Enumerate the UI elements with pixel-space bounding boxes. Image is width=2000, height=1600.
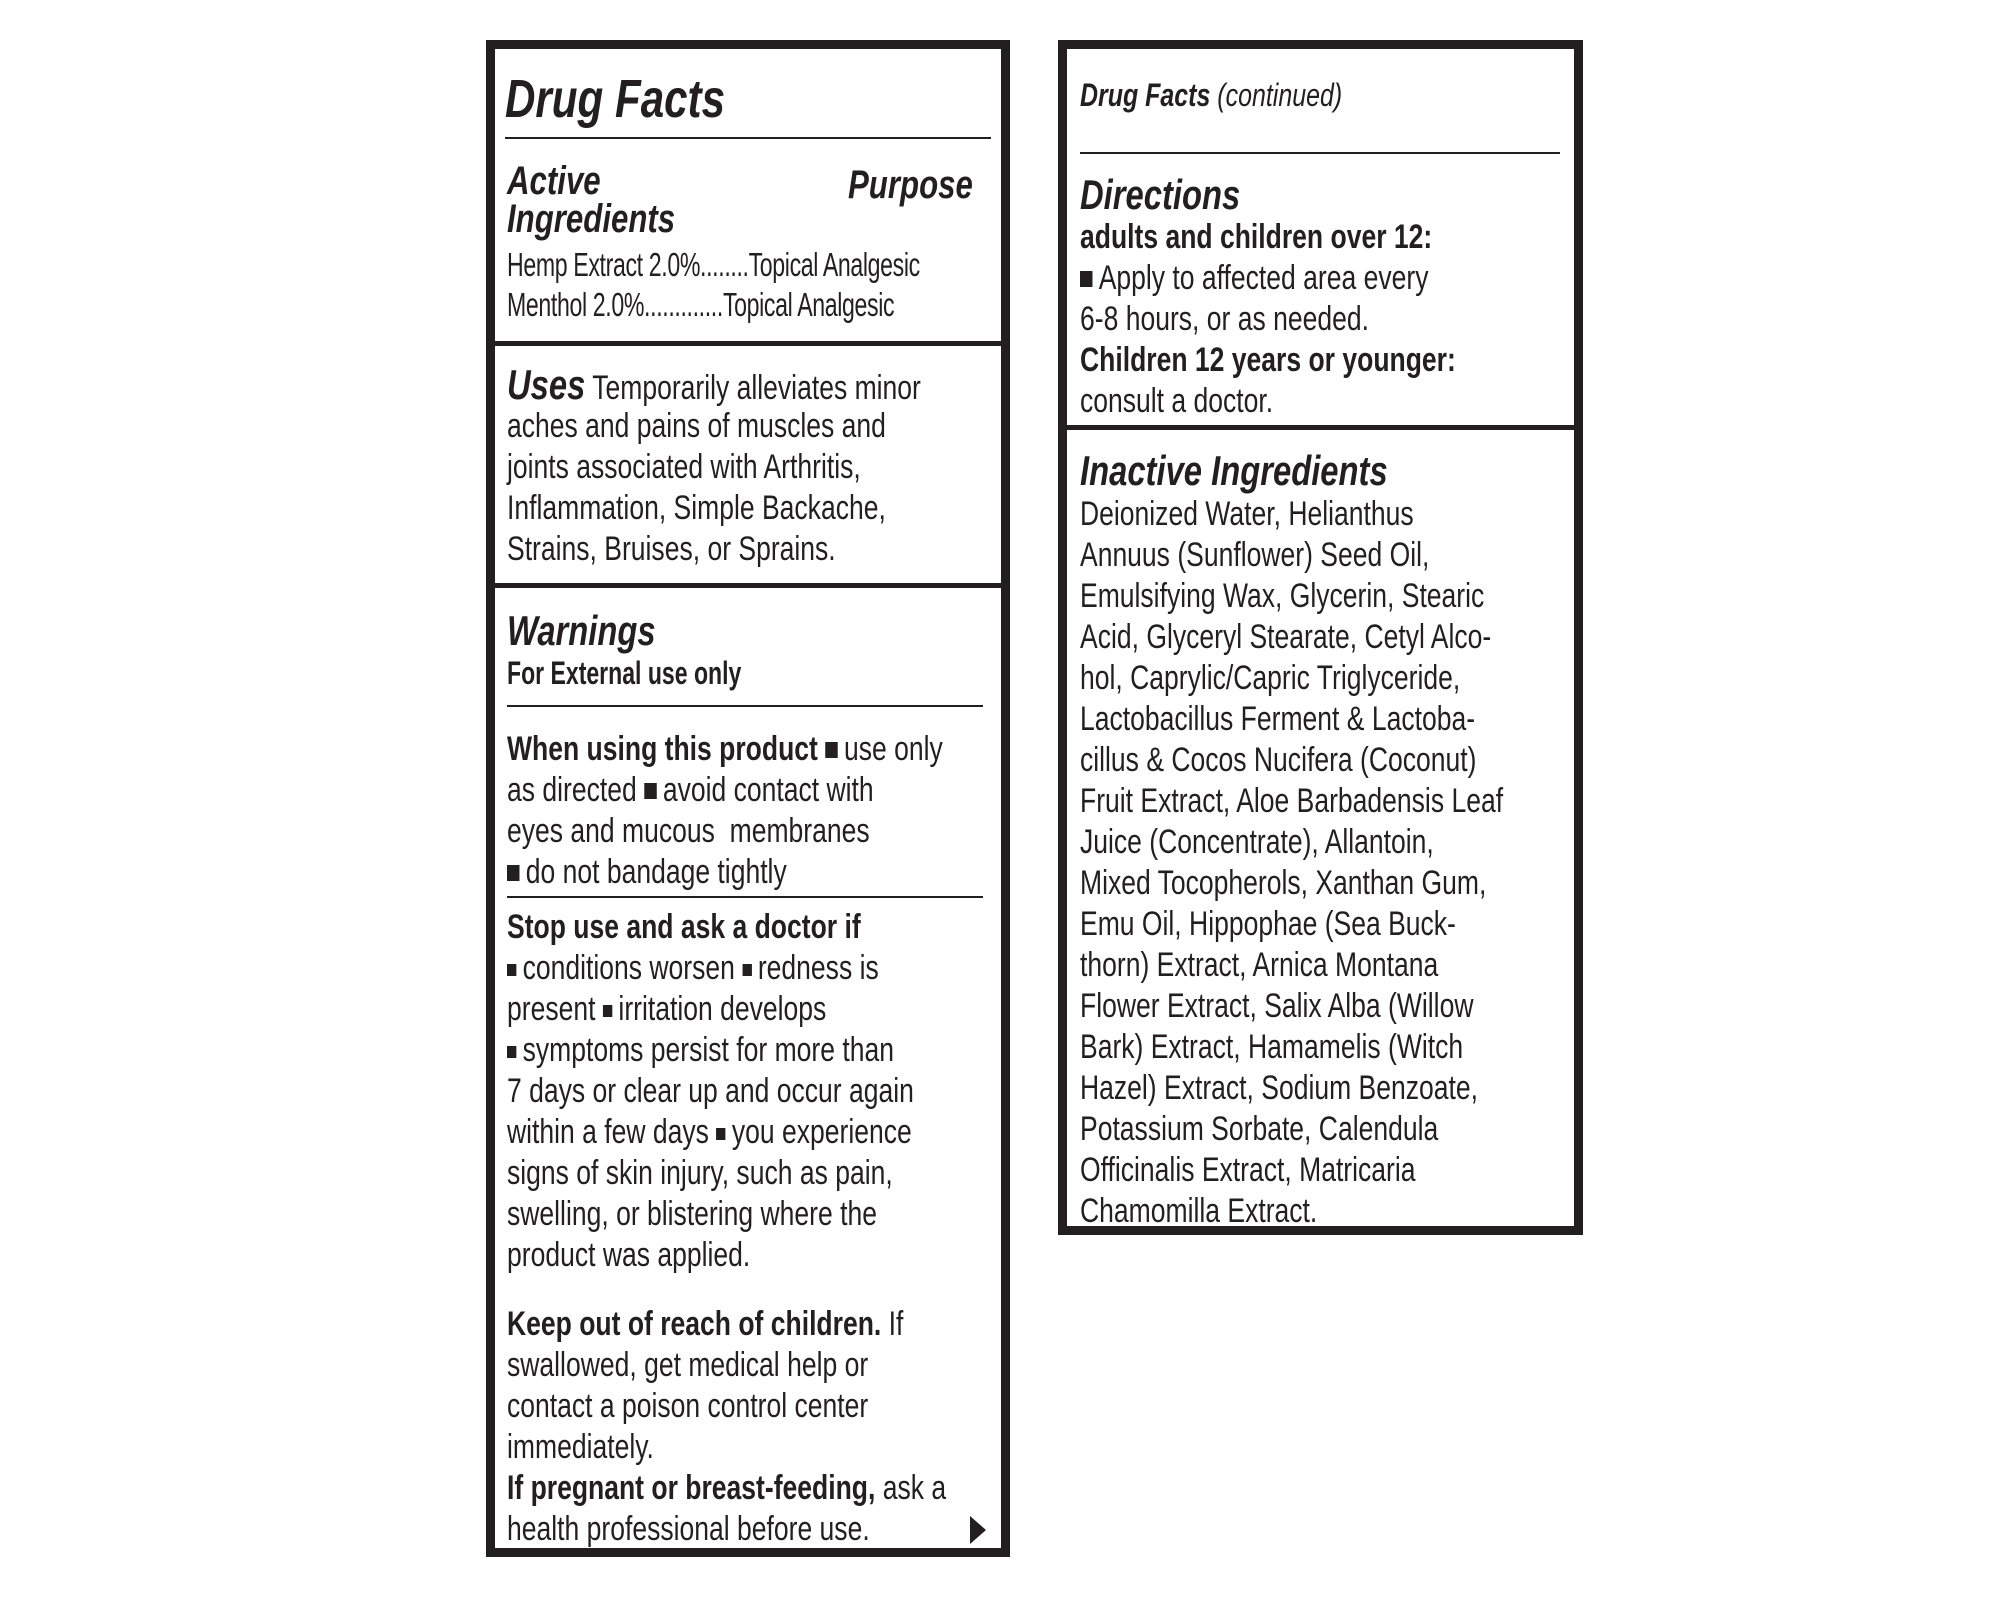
stop-use-label: Stop use and ask a doctor if	[507, 908, 861, 946]
directions-line: 6-8 hours, or as needed.	[1080, 300, 1369, 338]
stop-use-line	[507, 989, 826, 1029]
bullet-square-icon	[603, 1005, 612, 1017]
inactive-ingredients-line: Deionized Water, Helianthus	[1080, 495, 1414, 533]
continued-title-rest: (continued)	[1217, 77, 1343, 113]
inactive-ingredients-line: Fruit Extract, Aloe Barbadensis Leaf	[1080, 782, 1504, 820]
ingredient-leader-dots: .............	[644, 286, 723, 323]
stop-use-line: signs of skin injury, such as pain,	[507, 1154, 893, 1192]
ingredient-purpose: Topical Analgesic	[722, 286, 895, 323]
stop-use-text: symptoms persist for more than	[522, 1031, 895, 1069]
inactive-ingredients-line: Acid, Glyceryl Stearate, Cetyl Alco-	[1080, 618, 1492, 656]
keep-out-label: Keep out of reach of children.	[507, 1305, 882, 1343]
uses-line: joints associated with Arthritis,	[507, 448, 861, 486]
inactive-ingredients-heading: Inactive Ingredients	[1080, 447, 1388, 494]
bullet-square-icon	[742, 964, 751, 976]
external-use-only: For External use only	[507, 655, 742, 691]
warnings-divider	[507, 896, 983, 898]
uses-heading: Uses	[507, 361, 586, 408]
ingredient-row	[507, 286, 894, 324]
continued-title-bold: Drug Facts	[1080, 77, 1211, 113]
bullet-square-icon	[507, 964, 516, 976]
bullet-square-icon	[507, 865, 519, 881]
inactive-ingredients-line: Potassium Sorbate, Calendula	[1080, 1110, 1439, 1148]
inactive-ingredients-line: Chamomilla Extract.	[1080, 1192, 1318, 1230]
keep-out-line: swallowed, get medical help or	[507, 1346, 869, 1384]
inactive-ingredients-line: Mixed Tocopherols, Xanthan Gum,	[1080, 864, 1487, 902]
bullet-square-icon	[1080, 271, 1092, 287]
inactive-ingredients-line: Juice (Concentrate), Allantoin,	[1080, 823, 1434, 861]
bullet-square-icon	[825, 742, 837, 758]
stop-use-line	[507, 1030, 894, 1070]
when-using-text: use only	[843, 730, 943, 768]
pregnant-line: health professional before use.	[507, 1510, 870, 1548]
purpose-heading: Purpose	[848, 163, 973, 207]
stop-use-line	[507, 1112, 912, 1152]
directions-heading: Directions	[1080, 171, 1241, 218]
continued-title	[1080, 77, 1342, 113]
when-using-text: do not bandage tightly	[525, 853, 787, 891]
directions-text: Apply to affected area every	[1098, 259, 1429, 297]
title-divider	[1080, 152, 1560, 154]
ingredient-name: Menthol 2.0%	[507, 286, 645, 323]
stop-use-line	[507, 948, 879, 988]
pregnant-line	[507, 1468, 946, 1508]
stop-use-text: conditions worsen	[522, 949, 735, 987]
stop-use-text: irritation develops	[618, 990, 827, 1028]
when-using-text: as directed	[507, 771, 637, 809]
keep-out-line	[507, 1304, 903, 1344]
when-using-line	[507, 852, 787, 892]
drug-facts-panel	[486, 40, 1010, 1557]
uses-line	[507, 361, 921, 408]
section-divider	[495, 583, 1001, 588]
drug-facts-title: Drug Facts	[505, 69, 726, 129]
directions-line	[1080, 258, 1428, 298]
ingredient-row	[507, 246, 920, 284]
uses-line: aches and pains of muscles and	[507, 407, 886, 445]
pregnant-label: If pregnant or breast-feeding,	[507, 1469, 876, 1507]
title-divider	[505, 137, 991, 139]
stop-use-text: within a few days	[507, 1113, 709, 1151]
inactive-ingredients-line: Flower Extract, Salix Alba (Willow	[1080, 987, 1474, 1025]
when-using-line	[507, 729, 943, 769]
when-using-line: eyes and mucous membranes	[507, 812, 870, 850]
directions-children-label: Children 12 years or younger:	[1080, 341, 1456, 379]
triangle-right-icon	[970, 1516, 986, 1544]
directions-adults-label: adults and children over 12:	[1080, 218, 1433, 256]
inactive-ingredients-line: Emu Oil, Hippophae (Sea Buck-	[1080, 905, 1456, 943]
bullet-square-icon	[716, 1128, 725, 1140]
inactive-ingredients-line: Officinalis Extract, Matricaria	[1080, 1151, 1416, 1189]
uses-line: Strains, Bruises, or Sprains.	[507, 530, 836, 568]
ingredient-name: Hemp Extract 2.0%	[507, 246, 701, 283]
keep-out-line: contact a poison control center	[507, 1387, 869, 1425]
inactive-ingredients-line: cillus & Cocos Nucifera (Coconut)	[1080, 741, 1477, 779]
stop-use-line: product was applied.	[507, 1236, 751, 1274]
stop-use-text: present	[507, 990, 596, 1028]
section-divider	[1067, 425, 1574, 430]
keep-out-line: immediately.	[507, 1428, 654, 1466]
warnings-divider	[507, 705, 983, 707]
stop-use-line: 7 days or clear up and occur again	[507, 1072, 914, 1110]
uses-line: Inflammation, Simple Backache,	[507, 489, 886, 527]
active-ingredients-heading-line2: Ingredients	[507, 197, 676, 241]
inactive-ingredients-line: Emulsifying Wax, Glycerin, Stearic	[1080, 577, 1485, 615]
keep-out-text: If	[888, 1305, 904, 1343]
inactive-ingredients-line: Lactobacillus Ferment & Lactoba-	[1080, 700, 1476, 738]
stop-use-text: redness is	[757, 949, 879, 987]
when-using-line	[507, 770, 874, 810]
active-ingredients-heading-line1: Active	[507, 159, 601, 203]
inactive-ingredients-line: hol, Caprylic/Capric Triglyceride,	[1080, 659, 1461, 697]
drug-facts-continued-panel	[1058, 40, 1583, 1235]
uses-text: Temporarily alleviates minor	[592, 369, 921, 407]
directions-line: consult a doctor.	[1080, 382, 1274, 420]
inactive-ingredients-line: Annuus (Sunflower) Seed Oil,	[1080, 536, 1430, 574]
section-divider	[495, 341, 1001, 346]
ingredient-purpose: Topical Analgesic	[748, 246, 920, 283]
warnings-heading: Warnings	[507, 607, 656, 654]
inactive-ingredients-line: Hazel) Extract, Sodium Benzoate,	[1080, 1069, 1478, 1107]
when-using-label: When using this product	[507, 730, 818, 768]
bullet-square-icon	[507, 1046, 516, 1058]
when-using-text: avoid contact with	[662, 771, 874, 809]
bullet-square-icon	[644, 783, 656, 799]
stop-use-line: swelling, or blistering where the	[507, 1195, 877, 1233]
stop-use-text: you experience	[731, 1113, 912, 1151]
inactive-ingredients-line: thorn) Extract, Arnica Montana	[1080, 946, 1439, 984]
ingredient-leader-dots: ........	[700, 246, 749, 283]
inactive-ingredients-line: Bark) Extract, Hamamelis (Witch	[1080, 1028, 1464, 1066]
pregnant-text: ask a	[882, 1469, 947, 1507]
